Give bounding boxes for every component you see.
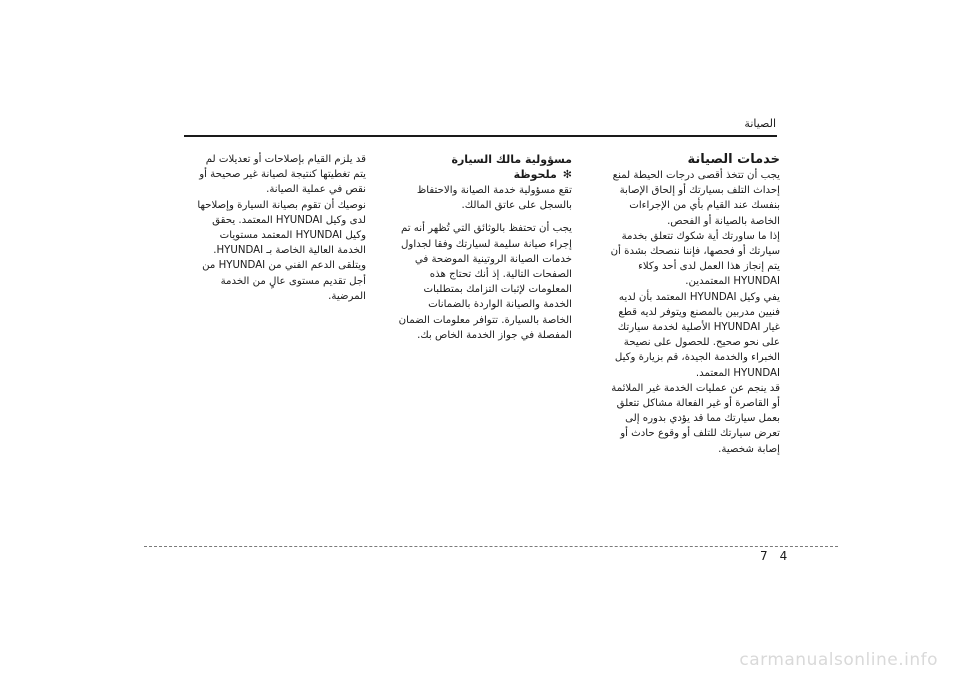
middle-column bbox=[398, 152, 572, 343]
left-column bbox=[192, 152, 366, 304]
paragraph: يجب أن تحتفظ بالوثائق التي تُظهر أنه تم إجراء صيانة سليمة لسيارتك وفقا لجداول خدمات الصيانة الروتينية الموضحة في الصفحات التالية. إذ أنك تحتاج هذه المعلومات لإثبات التزامك بمتطلبات الخدمة والصيانة الواردة بالضمانات الخاصة بالسيارة. تتوافر معلومات الضمان المفصلة في جواز الخدمة الخاص بك. bbox=[398, 223, 572, 341]
paragraph: قد ينجم عن عمليات الخدمة غير الملائمة أو القاصرة أو غير الفعالة مشاكل تتعلق بعمل سيارتك مما قد يؤدي بدوره إلى تعرض سيارتك للتلف أو وقوع حادث أو إصابة شخصية. bbox=[611, 382, 780, 455]
note-heading bbox=[398, 167, 572, 183]
note-label: ملحوظة bbox=[513, 168, 557, 181]
page-number bbox=[760, 549, 787, 563]
paragraph: يجب أن تتخذ أقصى درجات الحيطة لمنع إحداث التلف بسيارتك أو إلحاق الإصابة بنفسك عند القيام بأي من الإجراءات الخاصة بالصيانة أو الفحص. bbox=[612, 170, 780, 227]
chapter-number: 7 bbox=[760, 549, 768, 563]
right-column bbox=[606, 152, 780, 457]
paragraph: يفي وكيل HYUNDAI المعتمد بأن لديه فنيين مدربين بالمصنع ويتوفر لديه قطع غيار HYUNDAI الأصلية لخدمة سيارتك على نحو صحيح. للحصول على نصيحة الخبراء والخدمة الجيدة، قم بزيارة وكيل HYUNDAI المعتمد. bbox=[614, 291, 780, 379]
section-heading-owner-responsibility: مسؤولية مالك السيارة bbox=[451, 153, 572, 166]
header-divider bbox=[184, 135, 777, 137]
paragraph: نوصيك أن تقوم بصيانة السيارة وإصلاحها لدى وكيل HYUNDAI المعتمد. يحقق وكيل HYUNDAI المعتمد مستويات الخدمة العالية الخاصة بـ HYUNDAI. ويتلقى الدعم الفني من HYUNDAI من أجل تقديم مستوى عالٍ من الخدمة المرضية. bbox=[197, 199, 366, 302]
paragraph: تقع مسؤولية خدمة الصيانة والاحتفاظ بالسجل على عاتق المالك. bbox=[416, 185, 572, 212]
watermark: carmanualsonline.info bbox=[739, 650, 938, 670]
header-title: الصيانة bbox=[744, 117, 776, 130]
footer-divider bbox=[144, 546, 838, 547]
note-star-icon: ✻ bbox=[562, 168, 572, 181]
paragraph: إذا ما ساورتك أية شكوك تتعلق بخدمة سيارتك أو فحصها، فإننا ننصحك بشدة أن يتم إنجاز هذا العمل لدى أحد وكلاء HYUNDAI المعتمدين. bbox=[610, 230, 780, 288]
paragraph: قد يلزم القيام بإصلاحات أو تعديلات لم يتم تغطيتها كنتيجة لصيانة غير صحيحة أو نقص في عملية الصيانة. bbox=[199, 154, 366, 196]
page-index: 4 bbox=[779, 549, 788, 563]
section-heading-maintenance-services: خدمات الصيانة bbox=[687, 152, 780, 167]
